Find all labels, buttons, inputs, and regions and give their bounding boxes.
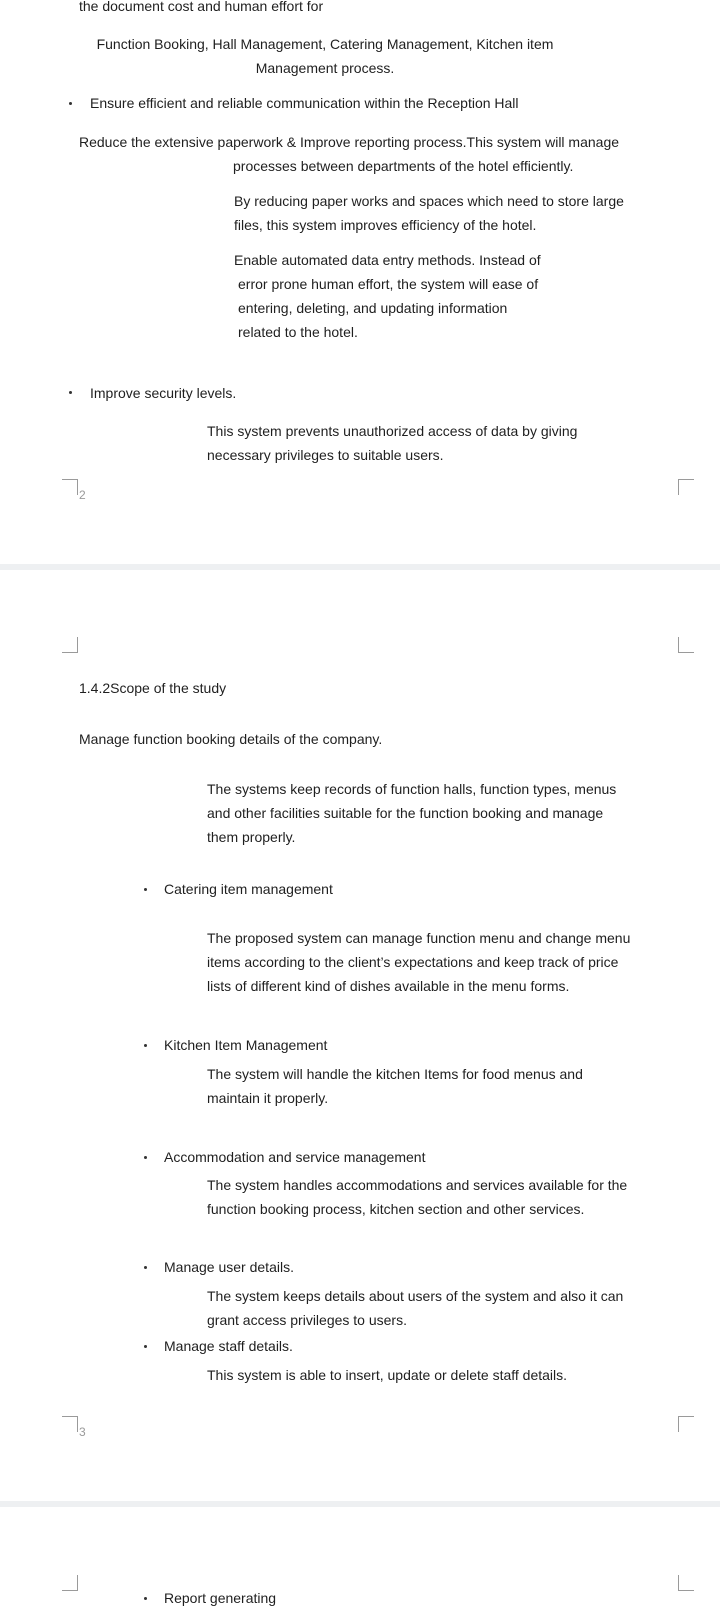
intro-description [207,777,616,849]
scope-item-description [207,926,630,998]
paperwork-line-2: processes between departments of the hotel efficiently. [233,158,574,174]
desc-line: function booking process, kitchen section and other services. [207,1201,585,1217]
scope-item-description [207,1284,623,1332]
scope-item-description [207,1062,583,1110]
crop-mark [678,637,694,653]
automated-line: entering, deleting, and updating information [238,300,508,316]
bullet-dot [69,102,72,105]
intro-desc-line: and other facilities suitable for the function booking and manage [207,805,604,821]
bullet-dot [144,1345,147,1348]
security-line: This system prevents unauthorized access of data by giving [207,423,578,439]
reducing-line: By reducing paper works and spaces which need to store large [234,193,624,209]
bullet-dot [144,1044,147,1047]
page-separator [0,564,720,570]
bullet-dot [144,888,147,891]
desc-line: The system handles accommodations and services available for the [207,1177,628,1193]
paperwork-line-1: Reduce the extensive paperwork & Improve reporting process.This system will manage [79,134,620,150]
crop-mark [62,1416,78,1432]
desc-line: maintain it properly. [207,1090,329,1106]
bullet-security-text: Improve security levels. [90,385,237,401]
bullet-dot [144,1266,147,1269]
automated-line: related to the hotel. [238,324,358,340]
bullet-reception-text: Ensure efficient and reliable communication within the Reception Hall [90,95,519,111]
desc-line: This system is able to insert, update or delete staff details. [207,1367,568,1383]
top-fragment-text: the document cost and human effort for [79,0,324,14]
scope-item-title: Manage user details. [164,1259,294,1275]
desc-line: items according to the client’s expectations and keep track of price [207,954,619,970]
scope-item-title: Accommodation and service management [164,1149,426,1165]
scope-item-title: Catering item management [164,881,333,897]
centered-paragraph [80,32,570,80]
scope-item-description [207,1363,567,1387]
intro-desc-line: The systems keep records of function halls, function types, menus [207,781,617,797]
reducing-line: files, this system improves efficiency of the hotel. [234,217,537,233]
automated-line: error prone human effort, the system will ease of [238,276,539,292]
intro-text: Manage function booking details of the company. [79,731,383,747]
section-heading: 1.4.2Scope of the study [79,680,227,696]
scope-item-title: Kitchen Item Management [164,1037,328,1053]
desc-line: The proposed system can manage function menu and change menu [207,930,631,946]
crop-mark [62,1575,78,1591]
automated-paragraph [234,248,541,344]
security-paragraph [207,419,577,467]
scope-item-description [207,1173,627,1221]
bullet-dot [69,391,72,394]
intro-desc-line: them properly. [207,829,296,845]
page-number: 3 [79,1425,86,1439]
page-number: 2 [79,488,86,502]
automated-line: Enable automated data entry methods. Instead of [234,252,541,268]
crop-mark [62,479,78,495]
desc-line: lists of different kind of dishes available in the menu forms. [207,978,570,994]
scope-item-title: Manage staff details. [164,1338,293,1354]
crop-mark [678,1416,694,1432]
bullet-dot [144,1156,147,1159]
page-separator [0,1501,720,1507]
centered-line: Function Booking, Hall Management, Catering Management, Kitchen item [96,36,554,52]
centered-line: Management process. [255,60,395,76]
reducing-paragraph [234,189,624,237]
desc-line: grant access privileges to users. [207,1312,407,1328]
crop-mark [678,1575,694,1591]
crop-mark [62,637,78,653]
crop-mark [678,479,694,495]
security-line: necessary privileges to suitable users. [207,447,444,463]
desc-line: The system keeps details about users of the system and also it can [207,1288,624,1304]
desc-line: The system will handle the kitchen Items for food menus and [207,1066,583,1082]
partial-bullet-text: Report generating [164,1590,277,1606]
